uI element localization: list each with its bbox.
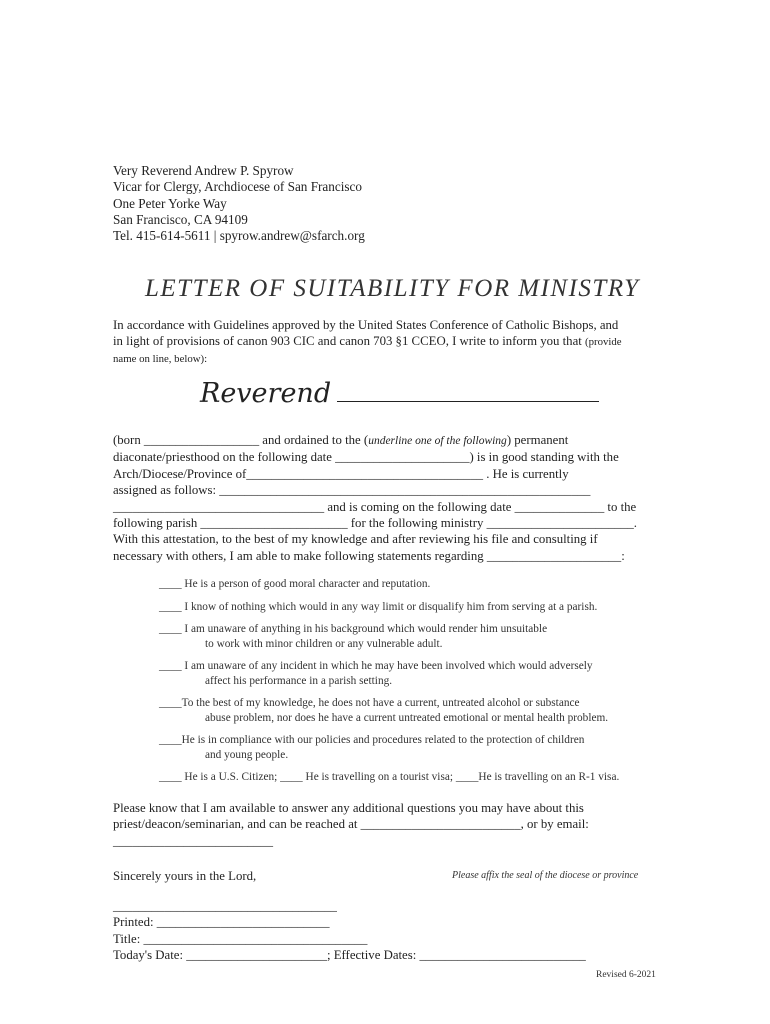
body-line-1[interactable]: (born __________________ and ordained to the (underline one of the following) permanent (113, 433, 569, 447)
document-title: LETTER OF SUITABILITY FOR MINISTRY (145, 275, 640, 302)
closing-paragraph (113, 800, 663, 849)
check-item-health[interactable]: ____To the best of my knowledge, he does not have a current, untreated alcohol or substance abuse problem, nor does he have a current untreated emotional or mental health problem. (159, 697, 609, 724)
reverend-name-line[interactable] (337, 379, 599, 402)
check-item-compliance[interactable]: ____He is in compliance with our policies and procedures related to the protection of children and young people. (159, 734, 585, 761)
signature-line[interactable]: ___________________________________ (113, 899, 337, 913)
sincerely-text: Sincerely yours in the Lord, (113, 869, 257, 883)
body-line-8[interactable]: necessary with others, I am able to make following statements regarding _____________________: (113, 548, 625, 563)
underline-instruction: underline one of the following (368, 435, 507, 447)
sender-address-block (113, 163, 365, 244)
body-line-3[interactable]: Arch/Diocese/Province of_____________________________________ . He is currently (113, 466, 569, 481)
title-field[interactable]: Title: ___________________________________ (113, 931, 368, 946)
check-item-background[interactable]: ____ I am unaware of anything in his background which would render him unsuitable to work with minor children or any vulnerable adult. (159, 623, 548, 650)
check-item-incident[interactable]: ____ I am unaware of any incident in which he may have been involved which would adversely affect his performance in a parish setting. (159, 660, 593, 687)
revision-note: Revised 6-2021 (596, 970, 656, 980)
closing-line-3[interactable]: _________________________ (113, 833, 273, 848)
dates-field[interactable]: Today's Date: ______________________; Effective Dates: __________________________ (113, 948, 586, 963)
sender-street: One Peter Yorke Way (113, 195, 227, 211)
seal-instruction: Please affix the seal of the diocese or province (452, 870, 639, 881)
body-line-4[interactable]: assigned as follows: __________________________________________________________ (113, 483, 591, 498)
reverend-name-field[interactable] (200, 378, 599, 409)
body-line-7: With this attestation, to the best of my knowledge and after reviewing his file and consulting if (113, 532, 598, 547)
sender-city: San Francisco, CA 94109 (113, 211, 248, 227)
intro-line-1: In accordance with Guidelines approved by the United States Conference of Catholic Bishops, and (113, 318, 619, 332)
body-line-6[interactable]: following parish _______________________ for the following ministry _______________________. (113, 516, 637, 531)
statement-checklist (159, 577, 679, 785)
check-item-no-limitation[interactable]: ____ I know of nothing which would in any way limit or disqualify him from serving at a parish. (159, 600, 598, 613)
sender-name: Very Reverend Andrew P. Spyrow (113, 163, 294, 178)
printed-name-field[interactable]: Printed: ___________________________ (113, 915, 330, 930)
reverend-label: Reverend (200, 378, 332, 409)
sender-role: Vicar for Clergy, Archdiocese of San Francisco (113, 179, 362, 195)
body-paragraph (113, 432, 663, 564)
closing-line-2[interactable]: priest/deacon/seminarian, and can be reached at _________________________, or by email: (113, 817, 589, 832)
signature-block (113, 898, 586, 964)
sender-contact: Tel. 415-614-5611 | spyrow.andrew@sfarch.org (113, 228, 365, 244)
intro-paragraph (113, 317, 663, 367)
intro-line-2: in light of provisions of canon 903 CIC and canon 703 §1 CCEO, I write to inform you that (provide (113, 334, 622, 349)
closing-line-1: Please know that I am available to answer any additional questions you may have about this (113, 801, 584, 815)
check-item-moral-character[interactable]: ____ He is a person of good moral character and reputation. (159, 578, 431, 590)
intro-line-3: name on line, below): (113, 352, 208, 365)
check-item-citizenship[interactable]: ____ He is a U.S. Citizen; ____ He is travelling on a tourist visa; ____He is travelling on an R-1 visa. (159, 771, 620, 783)
body-line-5[interactable]: _________________________________ and is coming on the following date ______________ to the (113, 499, 637, 514)
body-line-2[interactable]: diaconate/priesthood on the following date _____________________) is in good standing with the (113, 450, 619, 465)
intro-note: (provide (585, 336, 622, 349)
